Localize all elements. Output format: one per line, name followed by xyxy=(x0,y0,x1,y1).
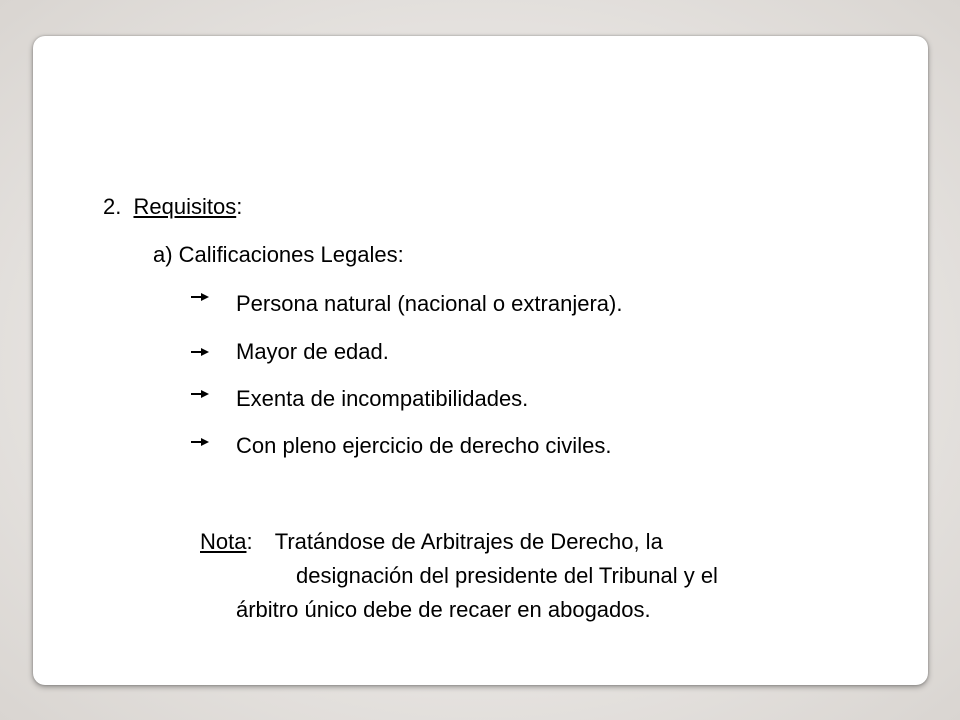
note-first-line xyxy=(200,529,663,555)
arrow-bullet-icon xyxy=(191,389,209,399)
note-text-line-3: árbitro único debe de recaer en abogados. xyxy=(236,597,651,622)
bullet-text: Con pleno ejercicio de derecho civiles. xyxy=(236,433,612,458)
section-heading xyxy=(103,194,242,220)
arrow-bullet-icon xyxy=(191,437,209,447)
section-number: 2. xyxy=(103,194,122,219)
note-label-suffix: : xyxy=(246,529,253,554)
bullet-text: Mayor de edad. xyxy=(236,339,389,364)
slide-card xyxy=(33,36,928,685)
bullet-text: Exenta de incompatibilidades. xyxy=(236,386,529,411)
section-title-suffix: : xyxy=(236,194,243,219)
bullet-text: Persona natural (nacional o extranjera). xyxy=(236,291,623,316)
section-title: Requisitos xyxy=(133,194,237,219)
note-label: Nota xyxy=(200,529,247,554)
arrow-bullet-icon xyxy=(191,347,209,357)
note-text-line-2: designación del presidente del Tribunal y el xyxy=(296,563,718,588)
note-text-line-1: Tratándose de Arbitrajes de Derecho, la xyxy=(274,529,663,554)
arrow-bullet-icon xyxy=(191,292,209,302)
subsection-label: a) Calificaciones Legales: xyxy=(153,242,404,267)
